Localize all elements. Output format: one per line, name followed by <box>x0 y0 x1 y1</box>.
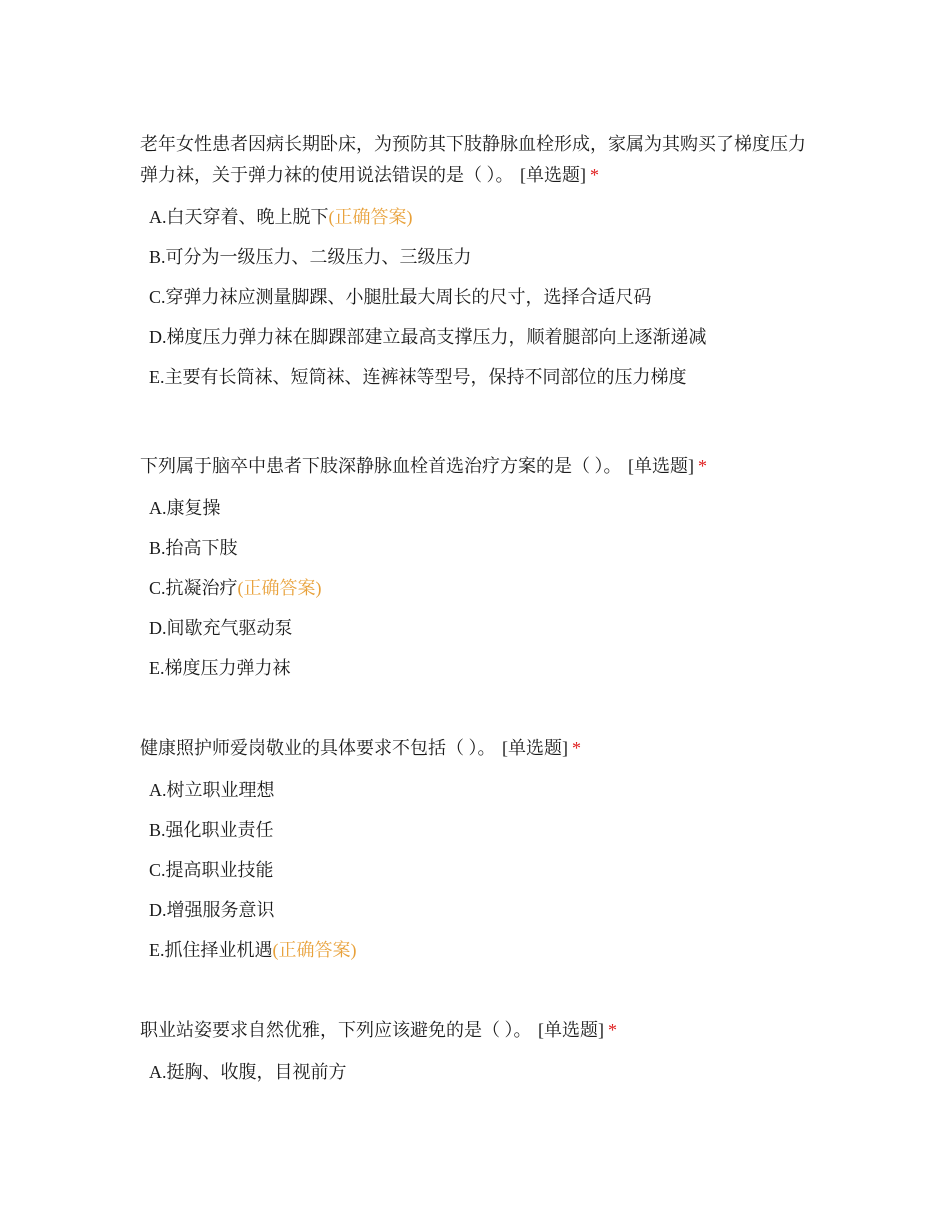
correct-answer-tag: (正确答案) <box>272 940 357 960</box>
required-mark: * <box>698 456 707 476</box>
option-a[interactable]: A.挺胸、收腹，目视前方 <box>149 1062 347 1082</box>
question-text: 健康照护师爱岗敬业的具体要求不包括（ ）。 [单选题] * <box>140 738 581 758</box>
option-d[interactable]: D.梯度压力弹力袜在脚踝部建立最高支撑压力，顺着腿部向上逐渐递减 <box>149 327 707 347</box>
option-list <box>140 1052 820 1092</box>
option-c[interactable]: C.抗凝治疗(正确答案) <box>149 578 322 598</box>
question-4 <box>140 1015 820 1092</box>
question-2 <box>140 451 820 688</box>
question-type: [单选题] <box>628 456 694 476</box>
question-3 <box>140 733 820 970</box>
correct-answer-tag: (正确答案) <box>328 207 413 227</box>
question-type: [单选题] <box>538 1020 604 1040</box>
question-text: 职业站姿要求自然优雅，下列应该避免的是（ ）。 [单选题] * <box>140 1020 617 1040</box>
option-b[interactable]: B.抬高下肢 <box>149 538 238 558</box>
question-type: [单选题] <box>520 165 586 185</box>
option-a[interactable]: A.康复操 <box>149 498 221 518</box>
option-e[interactable]: E.主要有长筒袜、短筒袜、连裤袜等型号，保持不同部位的压力梯度 <box>149 367 687 387</box>
option-d[interactable]: D.增强服务意识 <box>149 900 275 920</box>
correct-answer-tag: (正确答案) <box>237 578 322 598</box>
option-a[interactable]: A.树立职业理想 <box>149 780 275 800</box>
option-b[interactable]: B.强化职业责任 <box>149 820 274 840</box>
required-mark: * <box>572 738 581 758</box>
required-mark: * <box>590 165 599 185</box>
option-list <box>140 488 820 688</box>
required-mark: * <box>608 1020 617 1040</box>
question-1 <box>140 129 820 397</box>
option-list <box>140 770 820 970</box>
option-b[interactable]: B.可分为一级压力、二级压力、三级压力 <box>149 247 472 267</box>
option-e[interactable]: E.抓住择业机遇(正确答案) <box>149 940 357 960</box>
option-d[interactable]: D.间歇充气驱动泵 <box>149 618 293 638</box>
question-text: 老年女性患者因病长期卧床，为预防其下肢静脉血栓形成，家属为其购买了梯度压力弹力袜，关于弹力袜的使用说法错误的是（ ）。 [单选题] * <box>140 134 806 185</box>
option-list <box>140 197 820 397</box>
question-text: 下列属于脑卒中患者下肢深静脉血栓首选治疗方案的是（ ）。 [单选题] * <box>140 456 707 476</box>
option-a[interactable]: A.白天穿着、晚上脱下(正确答案) <box>149 207 413 227</box>
option-c[interactable]: C.穿弹力袜应测量脚踝、小腿肚最大周长的尺寸，选择合适尺码 <box>149 287 652 307</box>
option-c[interactable]: C.提高职业技能 <box>149 860 274 880</box>
question-type: [单选题] <box>502 738 568 758</box>
option-e[interactable]: E.梯度压力弹力袜 <box>149 658 291 678</box>
